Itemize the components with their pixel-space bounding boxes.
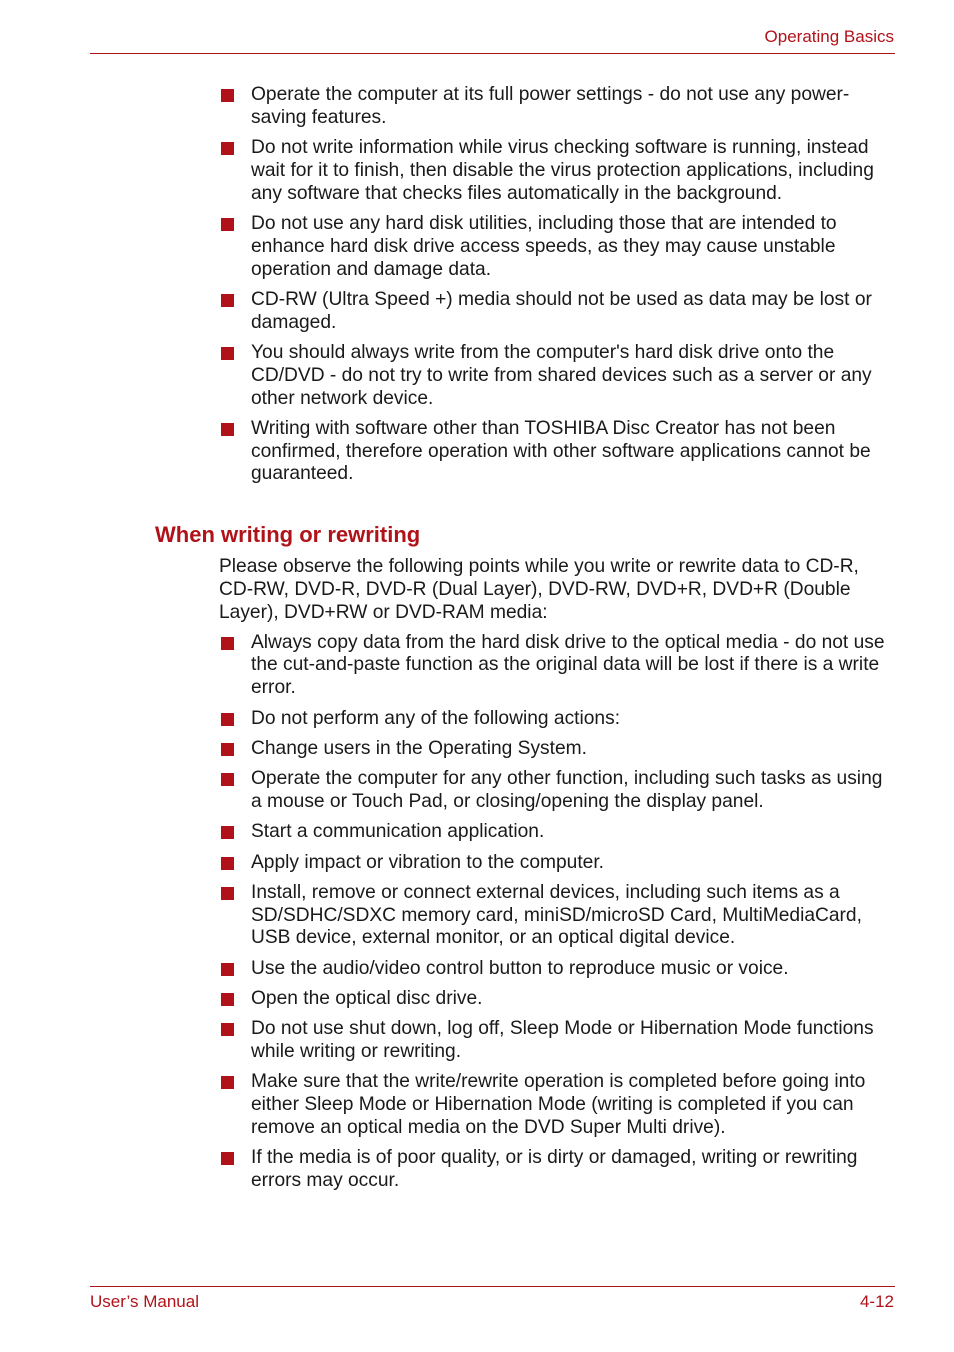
list-item-text: Always copy data from the hard disk drive to the optical media - do not use the cut-and-paste function as the original data will be lost if there is a write error. xyxy=(251,631,885,699)
list-item xyxy=(251,852,891,875)
list-item xyxy=(251,632,891,700)
square-bullet-icon xyxy=(221,218,234,231)
list-item-text: Do not perform any of the following actions: xyxy=(251,707,621,729)
square-bullet-icon xyxy=(221,826,234,839)
list-item-text: Do not use any hard disk utilities, including those that are intended to enhance hard disk drive access speeds, as they may cause unstable operation and damage data. xyxy=(251,212,837,280)
footer-manual-title: User’s Manual xyxy=(90,1292,199,1311)
list-item xyxy=(251,84,891,130)
page-body xyxy=(0,84,954,1200)
list-item xyxy=(251,882,891,950)
section-heading: When writing or rewriting xyxy=(155,522,421,548)
list-item xyxy=(251,289,891,335)
list-item-text: Writing with software other than TOSHIBA Disc Creator has not been confirmed, therefore operation with other software applications cannot be guaranteed. xyxy=(251,417,871,485)
list-item-text: Apply impact or vibration to the computer. xyxy=(251,851,605,873)
list-item xyxy=(251,418,891,486)
square-bullet-icon xyxy=(221,743,234,756)
list-item xyxy=(251,1071,891,1139)
list-item-text: Start a communication application. xyxy=(251,821,545,843)
square-bullet-icon xyxy=(221,963,234,976)
list-item-text: Do not use shut down, log off, Sleep Mode or Hibernation Mode functions while writing or rewriting. xyxy=(251,1018,874,1063)
list-item xyxy=(251,958,891,981)
square-bullet-icon xyxy=(221,993,234,1006)
page-number: 4-12 xyxy=(859,1292,894,1311)
list-item xyxy=(251,708,891,731)
list-item xyxy=(251,738,891,761)
section-intro: Please observe the following points while you write or rewrite data to CD-R, CD-RW, DVD-R, DVD-R (Dual Layer), DVD-RW, DVD+R, DVD+R (Double Layer), DVD+RW or DVD-RAM media: xyxy=(219,556,859,623)
list-item-text: Use the audio/video control button to reproduce music or voice. xyxy=(251,957,789,979)
square-bullet-icon xyxy=(221,1076,234,1089)
list-item-text: Change users in the Operating System. xyxy=(251,737,587,759)
list-item-text: Operate the computer at its full power settings - do not use any power-saving features. xyxy=(251,84,850,128)
square-bullet-icon xyxy=(221,423,234,436)
square-bullet-icon xyxy=(221,294,234,307)
precautions-list xyxy=(0,84,954,486)
header-divider xyxy=(90,53,895,54)
square-bullet-icon xyxy=(221,1152,234,1165)
list-item-text: Open the optical disc drive. xyxy=(251,988,483,1009)
list-item xyxy=(251,768,891,814)
square-bullet-icon xyxy=(221,713,234,726)
list-item xyxy=(251,988,891,1011)
square-bullet-icon xyxy=(221,637,234,650)
list-item xyxy=(251,213,891,281)
list-item xyxy=(251,1147,891,1193)
list-item-text: Make sure that the write/rewrite operation is completed before going into either Sleep Mode or Hibernation Mode (writing is completed if you can remove an optical media on the DVD Super Multi drive). xyxy=(251,1071,866,1138)
writing-points-list xyxy=(0,632,954,1193)
square-bullet-icon xyxy=(221,857,234,870)
list-item xyxy=(251,1018,891,1064)
list-item-text: Do not write information while virus checking software is running, instead wait for it to finish, then disable the virus protection applications, including any software that checks files automatically in the background. xyxy=(251,137,874,204)
square-bullet-icon xyxy=(221,142,234,155)
list-item-text: Operate the computer for any other function, including such tasks as using a mouse or Touch Pad, or closing/opening the display panel. xyxy=(251,768,883,812)
square-bullet-icon xyxy=(221,347,234,360)
list-item xyxy=(251,821,891,844)
list-item-text: If the media is of poor quality, or is dirty or damaged, writing or rewriting errors may occur. xyxy=(251,1147,858,1192)
list-item-text: CD-RW (Ultra Speed +) media should not be used as data may be lost or damaged. xyxy=(251,288,872,333)
footer-divider xyxy=(90,1286,895,1287)
list-item-text: You should always write from the computer's hard disk drive onto the CD/DVD - do not try to write from shared devices such as a server or any other network device. xyxy=(251,341,872,409)
square-bullet-icon xyxy=(221,887,234,900)
square-bullet-icon xyxy=(221,89,234,102)
list-item-text: Install, remove or connect external devices, including such items as a SD/SDHC/SDXC memory card, miniSD/microSD Card, MultiMediaCard, USB device, external monitor, or an optical digital device. xyxy=(251,881,862,949)
list-item xyxy=(251,137,891,205)
list-item xyxy=(251,342,891,410)
square-bullet-icon xyxy=(221,773,234,786)
running-header: Operating Basics xyxy=(764,27,894,46)
square-bullet-icon xyxy=(221,1023,234,1036)
